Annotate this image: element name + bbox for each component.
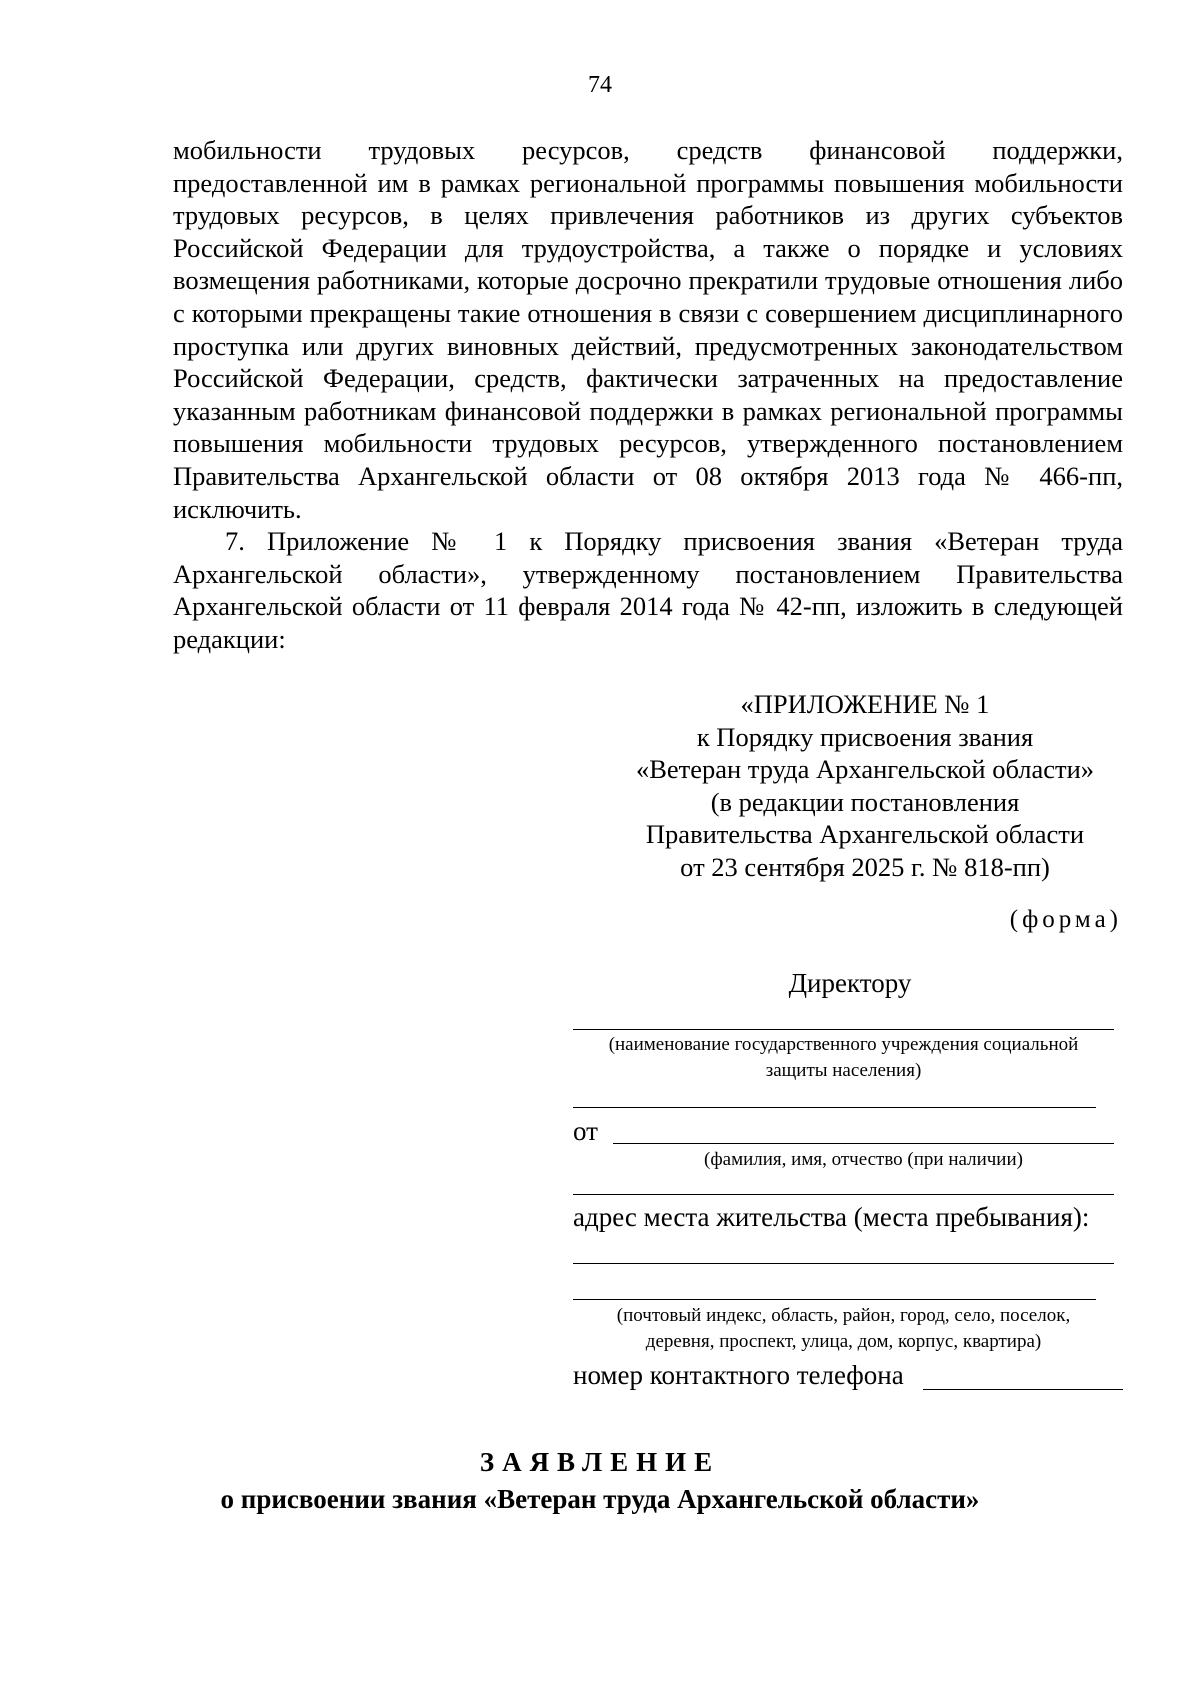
paragraph: мобильности трудовых ресурсов, средств финансовой поддержки, предоставленной им в рамках региональной программы повышения мобильности трудовых ресурсов, в целях привлечения работников из других субъектов Российской Федерации для трудоустройства, а также о порядке и условиях возмещения работниками, которые досрочно прекратили трудовые отношения либо с которыми прекращены такие отношения в связи с совершением дисциплинарного проступка или других виновных действий, предусмотренных законодательством Российской Федерации, средств, фактически затраченных на предоставление указанным работникам финансовой поддержки в рамках региональной программы повышения мобильности трудовых ресурсов, утвержденного постановлением Правительства Архангельской области от 08 октября 2013 года № 466-пп, исключить. xyxy=(173,135,1123,524)
appendix-header-line: «Ветеран труда Архангельской области» xyxy=(635,754,1095,784)
address-caption xyxy=(573,1303,1114,1355)
appendix-header xyxy=(590,688,1140,883)
address-line-2[interactable] xyxy=(573,1299,1096,1300)
address-line[interactable] xyxy=(573,1263,1114,1264)
institution-name-line[interactable] xyxy=(573,1029,1114,1030)
appendix-header-line: от 23 сентября 2025 г. № 818-пп) xyxy=(680,851,1050,882)
caption-line: (наименование государственного учреждения социальной xyxy=(608,1034,1079,1055)
name-line[interactable] xyxy=(613,1143,1114,1144)
caption-line: (почтовый индекс, область, район, город, село, поселок, xyxy=(616,1305,1071,1326)
caption-line: деревня, проспект, улица, дом, корпус, квартира) xyxy=(645,1331,1042,1352)
appendix-header-line: (в редакции постановления xyxy=(710,786,1020,817)
paragraph: 7. Приложение № 1 к Порядку присвоения звания «Ветеран труда Архангельской области», утвержденному постановлением Правительства Архангельской области от 11 февраля 2014 года № 42-пп, изложить в следующей редакции: xyxy=(173,526,1123,654)
phone-line[interactable] xyxy=(923,1389,1123,1390)
appendix-header-line: к Порядку присвоения звания xyxy=(696,721,1034,752)
statement-title: ЗАЯВЛЕНИЕ xyxy=(479,1447,721,1477)
institution-name-line-2[interactable] xyxy=(573,1107,1096,1108)
from-label: от xyxy=(573,1116,598,1146)
appendix-title: «ПРИЛОЖЕНИЕ № 1 xyxy=(740,689,990,719)
name-line-2[interactable] xyxy=(573,1194,1114,1195)
name-caption: (фамилия, имя, отчество (при наличии) xyxy=(704,1149,1023,1170)
appendix-header-line: Правительства Архангельской области xyxy=(645,819,1085,849)
caption-line: защиты населения) xyxy=(765,1060,922,1081)
form-label: (форма) xyxy=(1009,906,1122,933)
page-number: 74 xyxy=(588,72,612,98)
phone-label: номер контактного телефона xyxy=(573,1360,904,1390)
address-label: адрес места жительства (места пребывания): xyxy=(573,1202,1090,1232)
statement-subtitle: о присвоении звания «Ветеран труда Архангельской области» xyxy=(220,1484,980,1514)
institution-caption xyxy=(573,1032,1114,1084)
body-text xyxy=(173,134,1123,656)
director-label: Директору xyxy=(788,968,912,998)
